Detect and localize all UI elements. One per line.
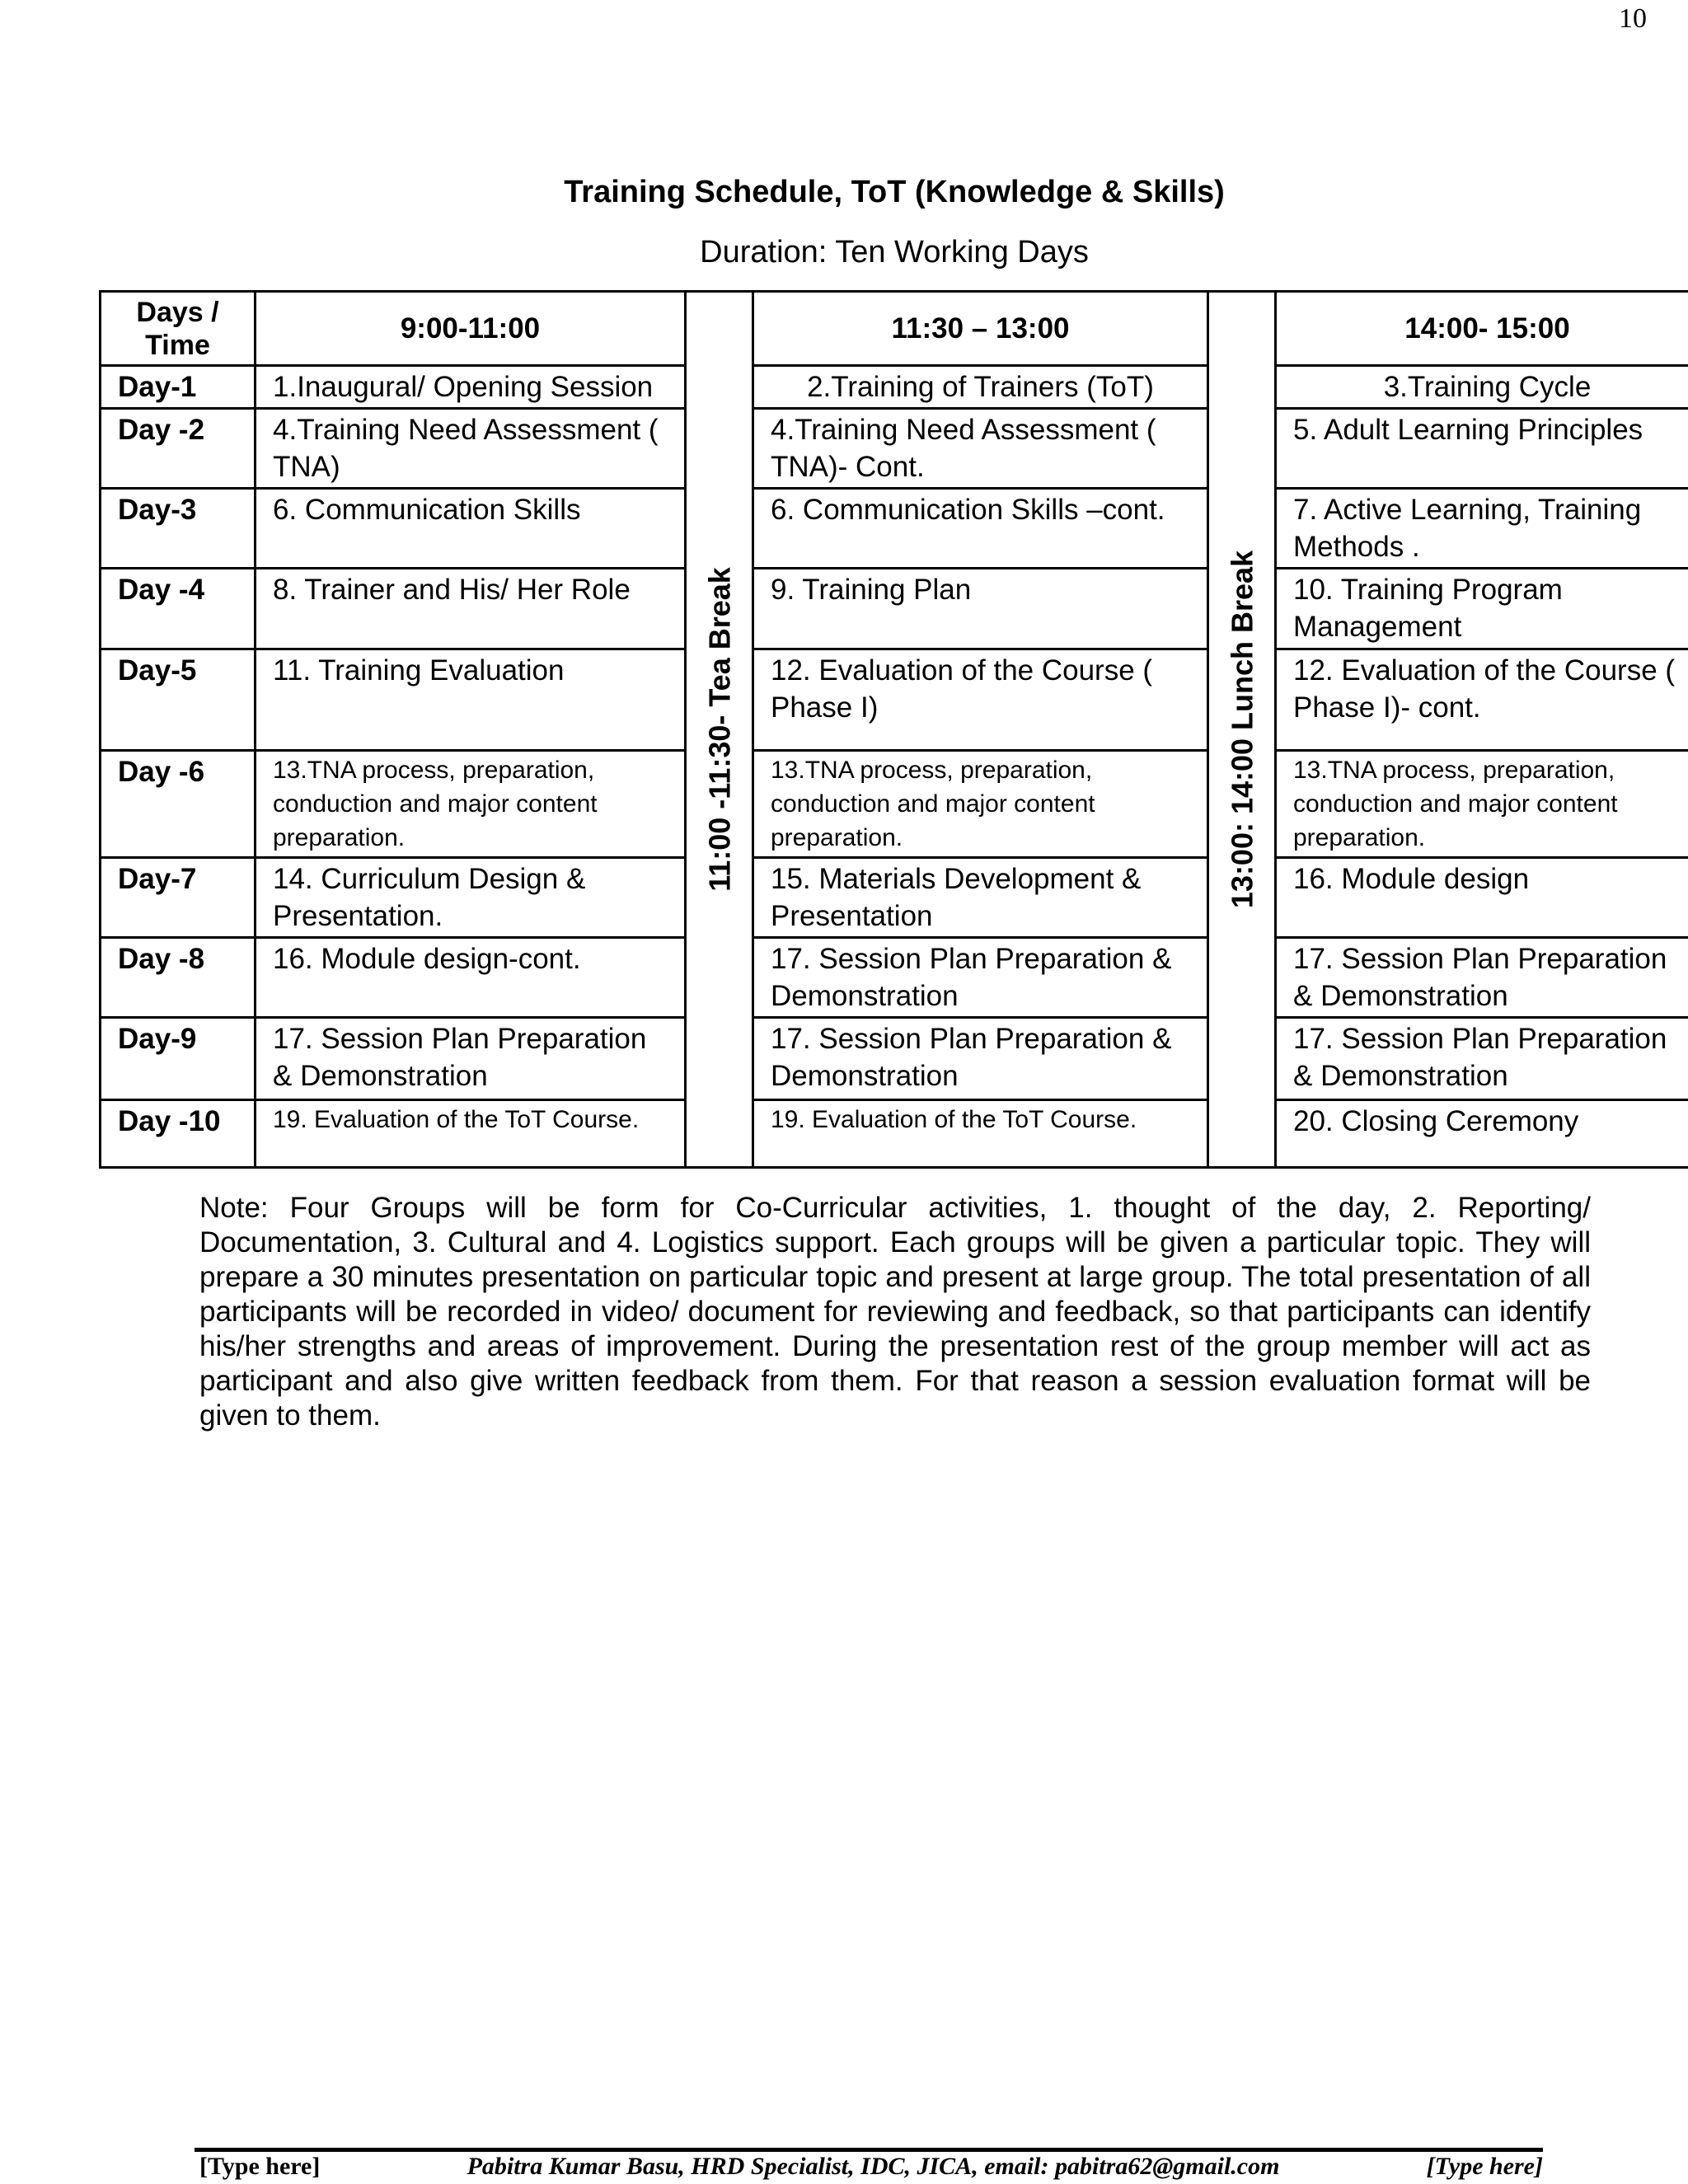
day-cell: Day -4 — [101, 569, 256, 649]
table-header-row — [101, 292, 1688, 366]
document-title: Training Schedule, ToT (Knowledge & Skills) — [564, 175, 1225, 209]
session-cell: 15. Materials Development & Presentation — [753, 858, 1208, 938]
session-cell: 19. Evaluation of the ToT Course. — [753, 1100, 1208, 1168]
footer-author: Pabitra Kumar Basu, HRD Specialist, IDC, JICA, email: pabitra62@gmail.com — [467, 2153, 1280, 2180]
day-cell: Day-7 — [101, 858, 256, 938]
session-cell: 19. Evaluation of the ToT Course. — [256, 1100, 686, 1168]
session-cell: 12. Evaluation of the Course ( Phase I) — [753, 649, 1208, 751]
day-cell: Day-3 — [101, 489, 256, 569]
table-row — [101, 649, 1688, 751]
session-cell: 10. Training Program Management — [1276, 569, 1688, 649]
table-row — [101, 751, 1688, 858]
session-cell: 16. Module design — [1276, 858, 1688, 938]
session-cell: 8. Trainer and His/ Her Role — [256, 569, 686, 649]
session-cell: 13.TNA process, preparation, conduction and major content preparation. — [1276, 751, 1688, 858]
day-cell: Day-9 — [101, 1018, 256, 1100]
day-cell: Day -6 — [101, 751, 256, 858]
page-number: 10 — [1619, 3, 1647, 34]
session-cell: 4.Training Need Assessment ( TNA) — [256, 409, 686, 489]
session-cell: 9. Training Plan — [753, 569, 1208, 649]
table-row — [101, 489, 1688, 569]
footer-left: [Type here] — [199, 2153, 321, 2180]
session-cell: 11. Training Evaluation — [256, 649, 686, 751]
table-row — [101, 858, 1688, 938]
session-cell: 13.TNA process, preparation, conduction and major content preparation. — [256, 751, 686, 858]
footer-right: [Type here] — [1426, 2153, 1543, 2180]
table-row — [101, 1018, 1688, 1100]
session-cell: 2.Training of Trainers (ToT) — [753, 366, 1208, 409]
page-footer — [199, 2153, 1543, 2181]
header-days-time: Days / Time — [101, 292, 256, 366]
session-cell: 4.Training Need Assessment ( TNA)- Cont. — [753, 409, 1208, 489]
session-cell: 6. Communication Skills — [256, 489, 686, 569]
session-cell: 12. Evaluation of the Course ( Phase I)- cont. — [1276, 649, 1688, 751]
session-cell: 3.Training Cycle — [1276, 366, 1688, 409]
session-cell: 16. Module design-cont. — [256, 938, 686, 1018]
session-cell: 17. Session Plan Preparation & Demonstration — [753, 938, 1208, 1018]
session-cell: 17. Session Plan Preparation & Demonstration — [256, 1018, 686, 1100]
tea-break-label: 11:00 -11:30- Tea Break — [702, 567, 736, 892]
day-cell: Day-1 — [101, 366, 256, 409]
session-cell: 5. Adult Learning Principles — [1276, 409, 1688, 489]
table-row — [101, 409, 1688, 489]
lunch-break-label: 13:00: 14:00 Lunch Break — [1225, 550, 1259, 909]
session-cell: 1.Inaugural/ Opening Session — [256, 366, 686, 409]
session-cell: 7. Active Learning, Training Methods . — [1276, 489, 1688, 569]
session-cell: 17. Session Plan Preparation & Demonstration — [753, 1018, 1208, 1100]
header-slot-3: 14:00- 15:00 — [1276, 292, 1688, 366]
session-cell: 14. Curriculum Design & Presentation. — [256, 858, 686, 938]
header-slot-2: 11:30 – 13:00 — [753, 292, 1208, 366]
table-row — [101, 1100, 1688, 1168]
table-row — [101, 366, 1688, 409]
table-row — [101, 938, 1688, 1018]
day-cell: Day -10 — [101, 1100, 256, 1168]
session-cell: 13.TNA process, preparation, conduction and major content preparation. — [753, 751, 1208, 858]
session-cell: 17. Session Plan Preparation & Demonstration — [1276, 938, 1688, 1018]
footer-divider — [195, 2148, 1543, 2152]
day-cell: Day -8 — [101, 938, 256, 1018]
session-cell: 17. Session Plan Preparation & Demonstration — [1276, 1018, 1688, 1100]
day-cell: Day -2 — [101, 409, 256, 489]
tea-break-column — [686, 292, 753, 1168]
day-cell: Day-5 — [101, 649, 256, 751]
session-cell: 20. Closing Ceremony — [1276, 1100, 1688, 1168]
lunch-break-column — [1208, 292, 1276, 1168]
table-row — [101, 569, 1688, 649]
document-subtitle: Duration: Ten Working Days — [700, 235, 1089, 269]
schedule-table — [99, 290, 1688, 1169]
header-slot-1: 9:00-11:00 — [256, 292, 686, 366]
note-paragraph: Note: Four Groups will be form for Co-Curricular activities, 1. thought of the day, 2. Reporting/ Documentation, 3. Cultural and 4. Logistics support. Each groups will be given a particular topic. They will prepare a 30 minutes presentation on particular topic and present at large group. The total presentation of all participants will be recorded in video/ document for reviewing and feedback, so that participants can identify his/her strengths and areas of improvement. During the presentation rest of the group member will act as participant and also give written feedback from them. For that reason a session evaluation format will be given to them. — [199, 1192, 1591, 1432]
session-cell: 6. Communication Skills –cont. — [753, 489, 1208, 569]
